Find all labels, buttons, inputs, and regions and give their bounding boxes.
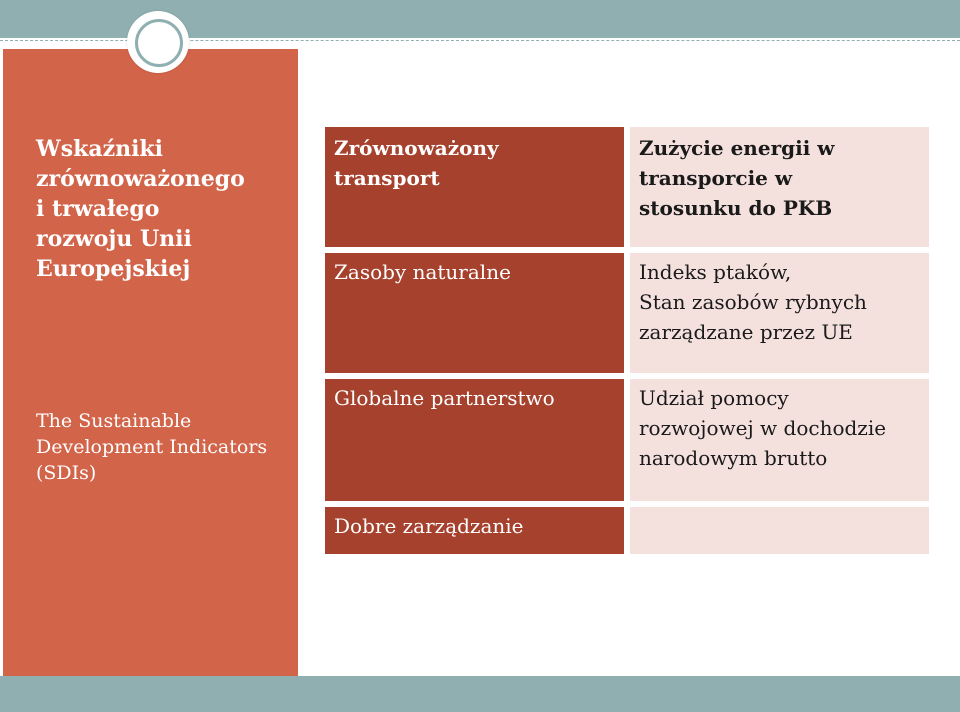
- circle-ring: [135, 19, 183, 67]
- slide-subtitle: [36, 408, 267, 486]
- indicators-table: [322, 124, 932, 557]
- indicator-cell: Zużycie energii w transporcie w stosunku do PKB: [627, 124, 932, 250]
- indicator-cell: Udział pomocy rozwojowej w dochodzie narodowym brutto: [627, 376, 932, 504]
- indicator-cell: Indeks ptaków, Stan zasobów rybnych zarządzane przez UE: [627, 250, 932, 376]
- subtitle-line: (SDIs): [36, 462, 97, 484]
- subtitle-line: The Sustainable: [36, 410, 192, 432]
- title-line: zrównoważonego: [36, 166, 245, 192]
- title-line: rozwoju Unii: [36, 226, 192, 252]
- title-line: Europejskiej: [36, 256, 191, 282]
- theme-cell: Dobre zarządzanie: [322, 504, 627, 557]
- table-row: [322, 250, 932, 376]
- title-line: Wskaźniki: [36, 136, 164, 162]
- table-row: [322, 376, 932, 504]
- theme-cell: Zasoby naturalne: [322, 250, 627, 376]
- decorative-circle-icon: [127, 11, 189, 73]
- theme-cell: Globalne partnerstwo: [322, 376, 627, 504]
- title-line: i trwałego: [36, 196, 160, 222]
- subtitle-line: Development Indicators: [36, 436, 268, 458]
- theme-cell: Zrównoważony transport: [322, 124, 627, 250]
- table-row: [322, 124, 932, 250]
- indicator-cell: [627, 504, 932, 557]
- table-row: [322, 504, 932, 557]
- slide-title: [36, 134, 245, 284]
- bottom-band: [0, 676, 960, 712]
